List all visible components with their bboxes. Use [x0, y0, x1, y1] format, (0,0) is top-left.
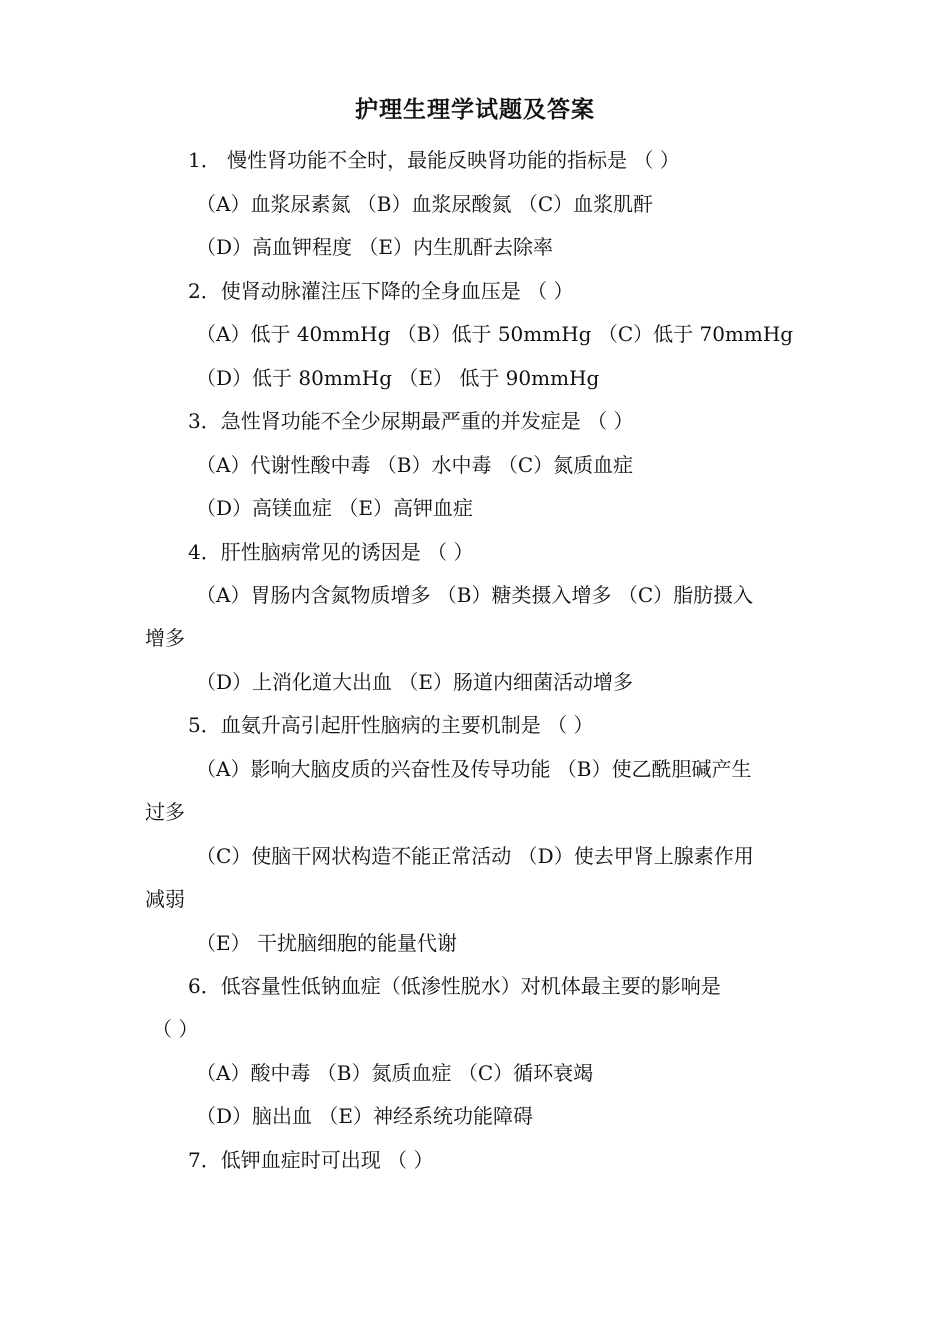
question-1-options-a-c: （A）血浆尿素氮 （B）血浆尿酸氮 （C）血浆肌酐 — [196, 192, 654, 216]
question-2-options-a-c: （A）低于 40mmHg （B）低于 50mmHg （C）低于 70mmHg — [196, 322, 794, 346]
question-1-options-d-e: （D）高血钾程度 （E）内生肌酐去除率 — [196, 235, 553, 259]
question-7: 7．低钾血症时可出现 （ ） — [188, 1148, 434, 1172]
question-3-options-a-c: （A）代谢性酸中毒 （B）水中毒 （C）氮质血症 — [196, 453, 634, 477]
question-4-options-wrap: 增多 — [145, 626, 185, 650]
question-4-options-a-c: （A）胃肠内含氮物质增多 （B）糖类摄入增多 （C）脂肪摄入 — [196, 583, 754, 607]
question-4: 4．肝性脑病常见的诱因是 （ ） — [188, 540, 474, 564]
question-3: 3．急性肾功能不全少尿期最严重的并发症是 （ ） — [188, 409, 634, 433]
question-5-options-c-d: （C）使脑干网状构造不能正常活动 （D）使去甲肾上腺素作用 — [196, 844, 754, 868]
question-5-options-wrap-2: 减弱 — [145, 887, 185, 911]
document-title: 护理生理学试题及答案 — [355, 96, 595, 123]
question-2: 2．使肾动脉灌注压下降的全身血压是 （ ） — [188, 279, 574, 303]
question-5: 5．血氨升高引起肝性脑病的主要机制是 （ ） — [188, 713, 594, 737]
question-5-options-e: （E） 干扰脑细胞的能量代谢 — [196, 931, 457, 955]
question-6-options-d-e: （D）脑出血 （E）神经系统功能障碍 — [196, 1104, 533, 1128]
question-6-options-a-c: （A）酸中毒 （B）氮质血症 （C）循环衰竭 — [196, 1061, 594, 1085]
question-1: 1． 慢性肾功能不全时，最能反映肾功能的指标是 （ ） — [188, 148, 680, 172]
question-5-options-wrap-1: 过多 — [145, 800, 185, 824]
question-4-options-d-e: （D）上消化道大出血 （E）肠道内细菌活动增多 — [196, 670, 633, 694]
question-5-options-a-b: （A）影响大脑皮质的兴奋性及传导功能 （B）使乙酰胆碱产生 — [196, 757, 752, 781]
question-6-wrap: （ ） — [152, 1017, 199, 1041]
question-2-options-d-e: （D）低于 80mmHg （E） 低于 90mmHg — [196, 366, 600, 390]
question-3-options-d-e: （D）高镁血症 （E）高钾血症 — [196, 496, 473, 520]
question-6: 6．低容量性低钠血症（低渗性脱水）对机体最主要的影响是 — [188, 974, 721, 998]
